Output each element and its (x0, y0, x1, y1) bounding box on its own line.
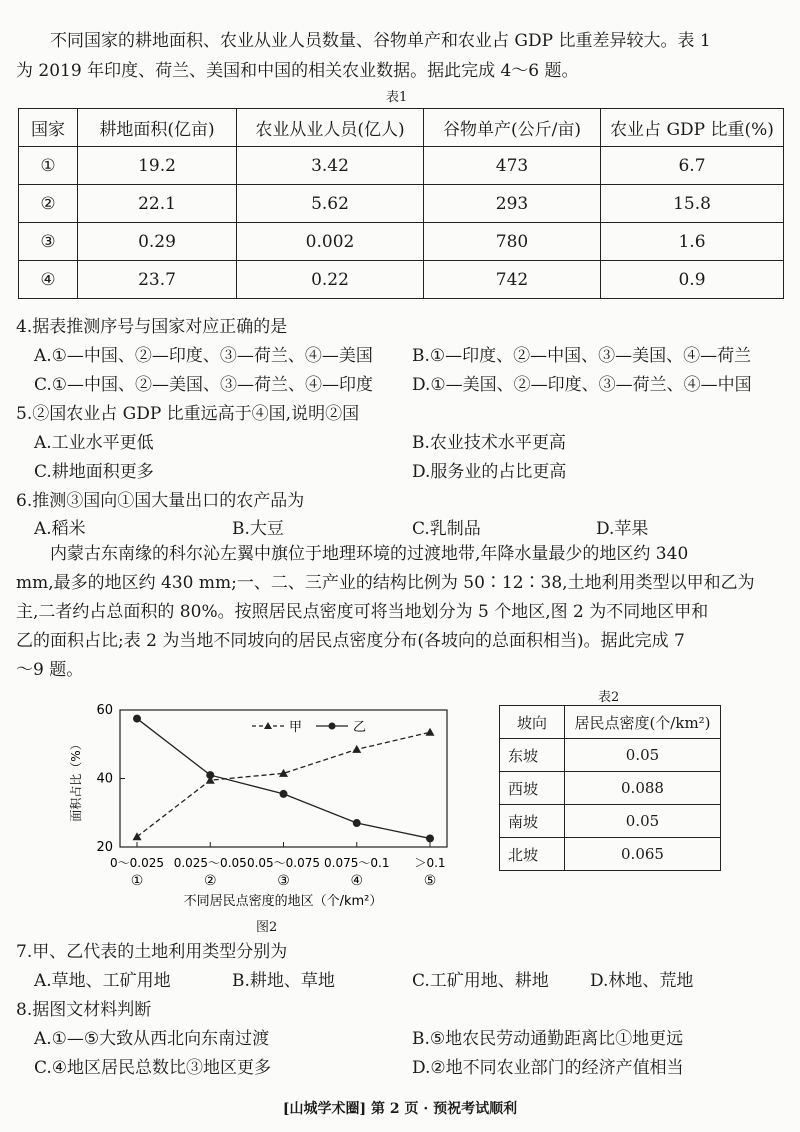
q8-option-c[interactable]: C.④地区居民总数比③地区更多 (34, 1058, 272, 1078)
q4-stem: 4.据表推测序号与国家对应正确的是 (16, 317, 288, 337)
q8-option-a[interactable]: A.①—⑤大致从西北向东南过渡 (34, 1029, 270, 1049)
q7-option-c[interactable]: C.工矿用地、耕地 (412, 971, 549, 991)
table1-header-row (19, 109, 784, 147)
table-cell: 15.8 (601, 185, 784, 223)
q8-stem: 8.据图文材料判断 (16, 1000, 152, 1020)
q5-option-a[interactable]: A.工业水平更低 (34, 433, 154, 453)
plot-frame (120, 710, 447, 847)
table1-header: 谷物单产(公斤/亩) (424, 109, 601, 147)
q6-stem: 6.推测③国向①国大量出口的农产品为 (16, 491, 305, 511)
data-point-乙 (426, 834, 434, 842)
chart-title: 图2 (256, 920, 278, 935)
x-tick-label: 0～0.025 (110, 856, 164, 870)
table-cell: 6.7 (601, 147, 784, 185)
table-cell: 780 (424, 223, 601, 261)
intro2-line1: 内蒙古东南缘的科尔沁左翼中旗位于地理环境的过渡地带,年降水量最少的地区约 340 (50, 544, 689, 564)
table1 (18, 108, 784, 299)
table2-header: 坡向 (500, 706, 565, 739)
table-row (19, 147, 784, 185)
q5-stem: 5.②国农业占 GDP 比重远高于④国,说明②国 (16, 404, 360, 424)
q7-option-a[interactable]: A.草地、工矿用地 (34, 971, 171, 991)
q6-option-d[interactable]: D.苹果 (596, 519, 649, 539)
table1-header: 农业从业人员(亿人) (237, 109, 424, 147)
data-point-甲 (352, 745, 361, 753)
table-cell: 5.62 (237, 185, 424, 223)
table-cell: 0.22 (237, 261, 424, 299)
table-cell: 南坡 (500, 805, 565, 838)
y-tick-label: 20 (96, 840, 113, 855)
x-tick-label: 0.025～0.05 (173, 856, 247, 870)
x-tick-label: 0.05～0.075 (246, 856, 321, 870)
x-tick-mark: ② (203, 873, 217, 889)
data-point-乙 (280, 790, 288, 798)
data-point-乙 (133, 715, 141, 723)
table-cell: 3.42 (237, 147, 424, 185)
q4-option-d[interactable]: D.①—美国、②—印度、③—荷兰、④—中国 (412, 375, 752, 395)
legend-marker-甲 (264, 722, 272, 729)
q8-option-d[interactable]: D.②地不同农业部门的经济产值相当 (412, 1058, 684, 1078)
table-row (19, 261, 784, 299)
series-line-乙 (137, 719, 430, 839)
table-cell: 0.29 (78, 223, 237, 261)
x-tick-label: 0.075～0.1 (324, 856, 390, 870)
legend-label-乙: 乙 (353, 720, 367, 735)
data-point-乙 (353, 819, 361, 827)
q7-option-b[interactable]: B.耕地、草地 (232, 971, 335, 991)
table-cell: 742 (424, 261, 601, 299)
table-cell: ② (19, 185, 78, 223)
table-cell: 23.7 (78, 261, 237, 299)
q4-option-a[interactable]: A.①—中国、②—印度、③—荷兰、④—美国 (34, 346, 373, 366)
page-footer: [山城学术圈] 第 2 页 · 预祝考试顺利 (282, 1101, 518, 1117)
x-tick-mark: ① (130, 873, 144, 889)
table1-header: 耕地面积(亿亩) (78, 109, 237, 147)
table-cell: 22.1 (78, 185, 237, 223)
table2-caption: 表2 (598, 690, 620, 705)
table-cell: 0.065 (565, 838, 721, 871)
intro2-line4: 乙的面积占比;表 2 为当地不同坡向的居民点密度分布(各坡向的总面积相当)。据此完成 7 (16, 631, 685, 651)
table-cell: 473 (424, 147, 601, 185)
table-cell: 0.05 (565, 739, 721, 772)
intro2-line3: 主,二者约占总面积的 80%。按照居民点密度可将当地划分为 5 个地区,图 2 为不同地区甲和 (16, 602, 709, 622)
intro2-line2: mm,最多的地区约 430 mm;一、二、三产业的结构比例为 50∶12∶38,土地利用类型以甲和乙为 (16, 573, 755, 593)
legend-label-甲: 甲 (289, 720, 303, 735)
q6-option-c[interactable]: C.乳制品 (412, 519, 481, 539)
series-line-甲 (137, 732, 430, 836)
table-cell: 西坡 (500, 772, 565, 805)
table-cell: 0.05 (565, 805, 721, 838)
x-tick-label: ＞0.1 (414, 856, 446, 870)
table-row (19, 223, 784, 261)
table2 (499, 705, 721, 871)
intro1-line1: 不同国家的耕地面积、农业从业人员数量、谷物单产和农业占 GDP 比重差异较大。表 1 (50, 31, 711, 51)
q4-option-b[interactable]: B.①—印度、②—中国、③—美国、④—荷兰 (412, 346, 752, 366)
x-axis-label: 不同居民点密度的地区（个/km²） (183, 894, 383, 909)
q7-stem: 7.甲、乙代表的土地利用类型分别为 (16, 942, 288, 962)
x-tick-mark: ③ (277, 873, 290, 889)
table1-caption: 表1 (386, 90, 408, 105)
table-cell: 0.002 (237, 223, 424, 261)
table-cell: 0.088 (565, 772, 721, 805)
table-cell: 东坡 (500, 739, 565, 772)
table-row (500, 739, 721, 772)
data-point-甲 (133, 832, 142, 840)
q6-option-b[interactable]: B.大豆 (232, 519, 284, 539)
q5-option-d[interactable]: D.服务业的占比更高 (412, 462, 567, 482)
q8-option-b[interactable]: B.⑤地农民劳动通勤距离比①地更远 (412, 1029, 684, 1049)
chart-legend (252, 720, 366, 735)
q5-option-b[interactable]: B.农业技术水平更高 (412, 433, 566, 453)
table-row (500, 805, 721, 838)
line-chart (20, 695, 470, 940)
data-point-甲 (426, 728, 435, 736)
table-cell: 293 (424, 185, 601, 223)
y-axis-label: 面积占比（%） (69, 738, 83, 822)
table1-header: 农业占 GDP 比重(%) (601, 109, 784, 147)
table-cell: ④ (19, 261, 78, 299)
y-tick-label: 40 (96, 771, 113, 787)
table-row (19, 185, 784, 223)
intro2-line5: ～9 题。 (16, 660, 84, 680)
table2-header-row (500, 706, 721, 739)
y-tick-label: 60 (96, 703, 113, 718)
table2-header: 居民点密度(个/km²) (565, 706, 721, 739)
q5-option-c[interactable]: C.耕地面积更多 (34, 462, 154, 482)
q7-option-d[interactable]: D.林地、荒地 (590, 971, 694, 991)
table-cell: 1.6 (601, 223, 784, 261)
intro1-line2: 为 2019 年印度、荷兰、美国和中国的相关农业数据。据此完成 4～6 题。 (16, 61, 579, 81)
x-tick-mark: ④ (350, 873, 364, 889)
table-cell: ① (19, 147, 78, 185)
table-cell: 0.9 (601, 261, 784, 299)
table-row (500, 772, 721, 805)
x-tick-mark: ⑤ (423, 873, 437, 889)
table1-header: 国家 (19, 109, 78, 147)
q6-option-a[interactable]: A.稻米 (34, 519, 86, 539)
table-cell: ③ (19, 223, 78, 261)
table-cell: 19.2 (78, 147, 237, 185)
table-row (500, 838, 721, 871)
table-cell: 北坡 (500, 838, 565, 871)
legend-marker-乙 (329, 723, 336, 730)
data-point-乙 (206, 771, 214, 779)
q4-option-c[interactable]: C.①—中国、②—美国、③—荷兰、④—印度 (34, 375, 374, 395)
